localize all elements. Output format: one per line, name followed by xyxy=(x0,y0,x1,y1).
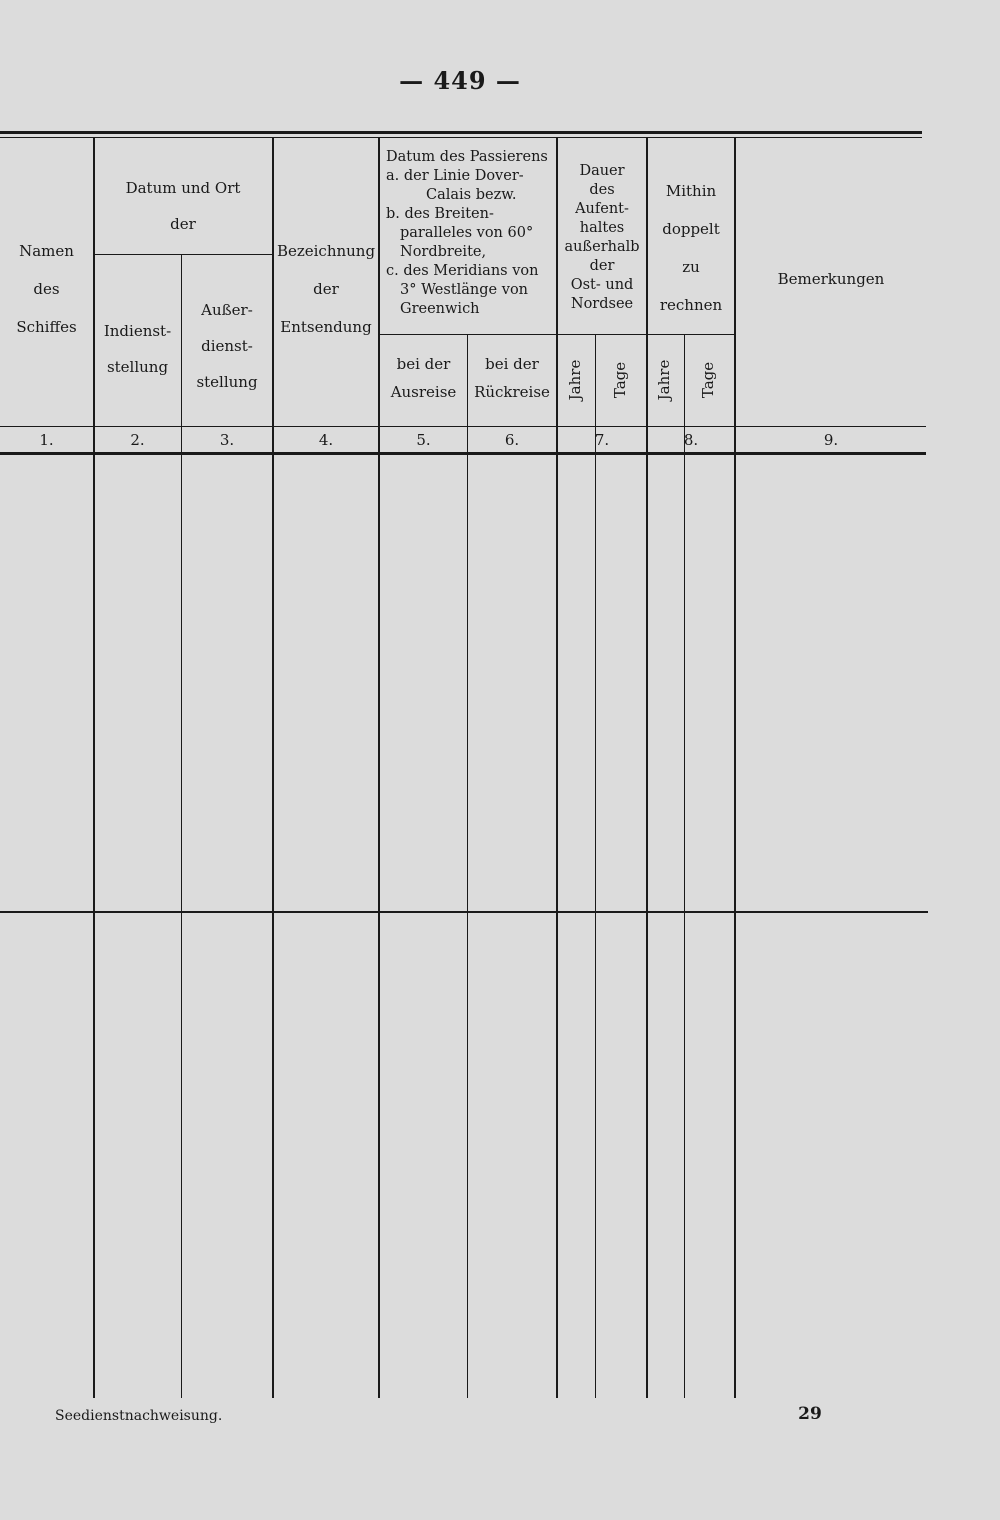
header-col5-line2: Ausreise xyxy=(390,383,457,401)
middle-rule xyxy=(0,911,928,913)
column-number-8: 8. xyxy=(683,431,699,449)
header-subrule-dates xyxy=(94,254,272,255)
header-passing-b: b. des Breiten- xyxy=(386,206,494,222)
header-col2 xyxy=(94,313,181,385)
header-col6-line1: bei der xyxy=(485,355,539,373)
header-passing-b2: paralleles von 60° xyxy=(400,225,534,241)
top-rule xyxy=(0,131,922,134)
header-passing-title: Datum des Passierens xyxy=(386,149,548,165)
header-col1-line2: des xyxy=(33,280,60,298)
divider-2 xyxy=(181,255,182,1398)
header-passing-a2: Calais bezw. xyxy=(426,187,517,203)
header-col1-line1: Namen xyxy=(19,242,74,260)
header-col7-line5: außerhalb xyxy=(564,239,640,255)
header-col1-line3: Schiffes xyxy=(16,318,77,336)
header-col7-line6: der xyxy=(589,258,615,274)
header-col2-line2: stellung xyxy=(106,358,169,376)
header-col7-years: Jahre xyxy=(566,359,584,401)
column-number-4: 4. xyxy=(318,431,334,449)
header-col3-line1: Außer- xyxy=(201,301,253,319)
divider-8 xyxy=(734,138,736,1398)
header-col4-line2: der xyxy=(313,280,339,298)
header-col7-line4: haltes xyxy=(579,220,625,236)
header-col8-days: Tage xyxy=(699,361,717,399)
header-passing-b3: Nordbreite, xyxy=(400,244,487,260)
header-col23-group xyxy=(94,170,272,242)
header-bottom-rule xyxy=(0,426,926,427)
header-col7-days: Tage xyxy=(611,361,629,399)
header-col8-line1: Mithin xyxy=(665,182,717,200)
column-number-rule xyxy=(0,452,926,455)
column-number-6: 6. xyxy=(504,431,520,449)
header-col3 xyxy=(182,292,272,400)
header-passing-c: c. des Meridians von xyxy=(386,263,539,279)
header-col8-group xyxy=(648,172,734,324)
header-col4 xyxy=(274,232,378,346)
column-number-5: 5. xyxy=(416,431,431,449)
header-col6 xyxy=(468,350,556,406)
header-col4-line1: Bezeichnung xyxy=(276,242,376,260)
header-col8-line3: zu xyxy=(682,258,700,276)
header-passing-c2: 3° Westlänge von xyxy=(400,282,529,298)
column-number-7: 7. xyxy=(594,431,610,449)
header-col7-line3: Aufent- xyxy=(575,201,629,217)
divider-7 xyxy=(646,138,648,1398)
column-number-2: 2. xyxy=(130,431,145,449)
page-number: — 449 — xyxy=(399,66,521,95)
footer-sheet-number: 29 xyxy=(798,1404,822,1424)
header-subrule-passing xyxy=(380,334,556,335)
header-col2-line1: Indienst- xyxy=(103,322,172,340)
header-passing-c3: Greenwich xyxy=(400,301,480,317)
column-number-9: 9. xyxy=(823,431,839,449)
divider-5 xyxy=(467,335,468,1398)
header-col1 xyxy=(0,232,93,346)
column-number-1: 1. xyxy=(39,431,54,449)
top-rule-thin xyxy=(0,137,922,138)
header-col6-line2: Rückreise xyxy=(474,383,550,401)
divider-7a xyxy=(595,335,596,1398)
header-col5-line1: bei der xyxy=(396,355,451,373)
header-col23-line2: der xyxy=(170,215,196,233)
header-col4-line3: Entsendung xyxy=(280,318,372,336)
header-col7-line1: Dauer xyxy=(579,163,625,179)
header-col7-line8: Nordsee xyxy=(570,296,634,312)
header-col8-line2: doppelt xyxy=(662,220,720,238)
header-col7-line2: des xyxy=(589,182,615,198)
header-col56-group xyxy=(386,148,554,319)
divider-8a xyxy=(684,335,685,1398)
header-subrule-duration xyxy=(556,334,734,335)
header-col3-line3: stellung xyxy=(196,373,258,391)
divider-6 xyxy=(556,138,558,1398)
header-col23-line1: Datum und Ort xyxy=(125,179,241,197)
header-col8-years: Jahre xyxy=(655,359,673,401)
divider-4 xyxy=(378,138,380,1398)
header-col7-group xyxy=(558,162,646,314)
column-number-3: 3. xyxy=(219,431,235,449)
header-col8-line4: rechnen xyxy=(659,296,723,314)
header-passing-a: a. der Linie Dover- xyxy=(386,168,524,184)
header-col3-line2: dienst- xyxy=(201,337,253,355)
header-col5 xyxy=(380,350,467,406)
footer-title: Seedienstnachweisung. xyxy=(55,1408,223,1424)
header-col7-line7: Ost- und xyxy=(570,277,634,293)
header-col9: Bemerkungen xyxy=(777,270,885,288)
